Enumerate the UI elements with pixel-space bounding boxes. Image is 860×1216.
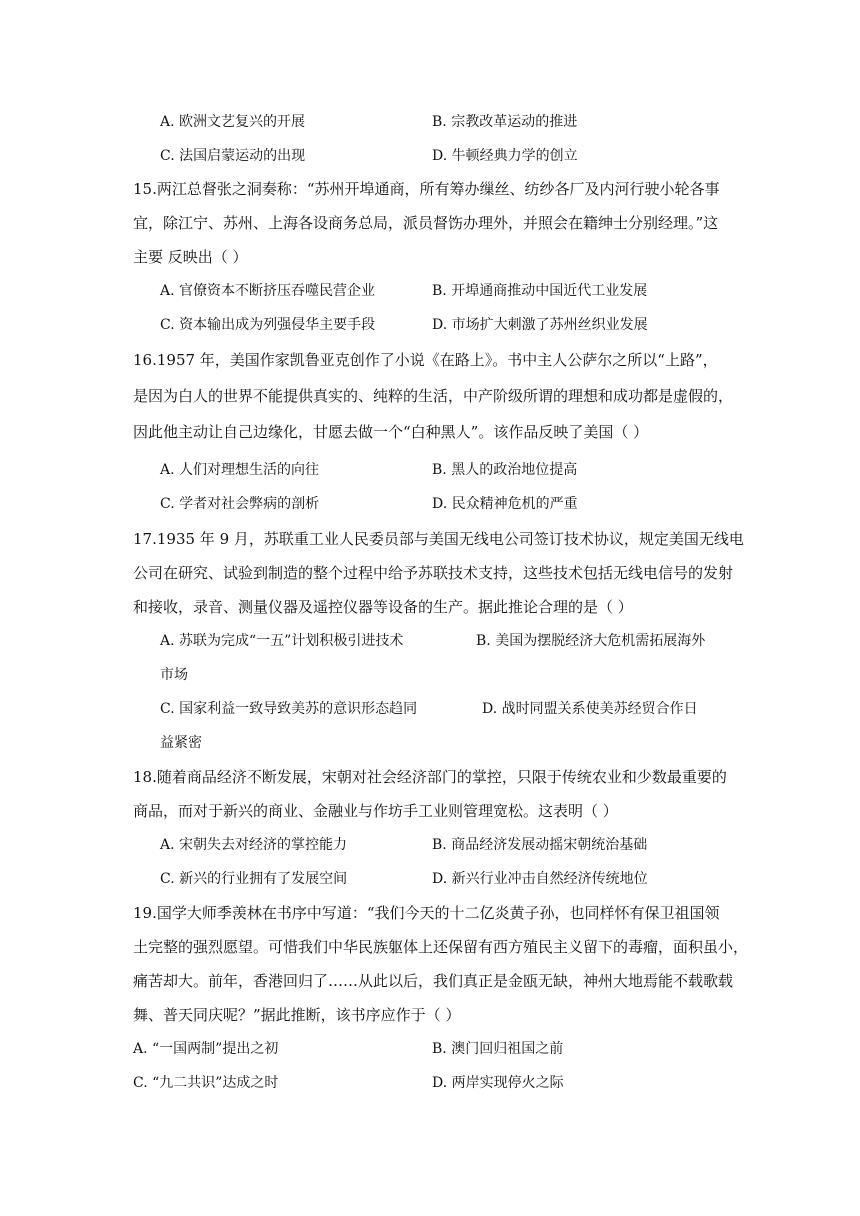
q19-stem-line-3: 痛苦却大。前年，香港回归了……从此以后，我们真正是金瓯无缺，神州大地焉能不载歌载 [133,972,734,990]
q19-option-c: C. “九二共识”达成之时 [133,1075,279,1091]
q16-option-c: C. 学者对社会弊病的剖析 [160,496,320,512]
q17-option-c: C. 国家利益一致导致美苏的意识形态趋同 [160,701,418,717]
q18-stem-line-2: 商品，而对于新兴的商业、金融业与作坊手工业则管理宽松。这表明（ ） [133,802,618,820]
q18-option-c: C. 新兴的行业拥有了发展空间 [160,871,348,887]
q19-option-b: B. 澳门回归祖国之前 [432,1041,564,1057]
q16-option-a: A. 人们对理想生活的向往 [160,462,320,478]
q15-option-a: A. 官僚资本不断挤压吞噬民营企业 [160,283,376,299]
q15-option-c: C. 资本输出成为列强侵华主要手段 [160,317,376,333]
q14-option-a: A. 欧洲文艺复兴的开展 [160,114,306,130]
q17-stem-line-1: 17.1935 年 9 月，苏联重工业人民委员部与美国无线电公司签订技术协议，规定美国无线电 [133,530,744,548]
q19-option-a: A. “一国两制”提出之初 [133,1041,279,1057]
q19-stem-line-1: 19.国学大师季羡林在书序中写道：“我们今天的十二亿炎黄子孙，也同样怀有保卫祖国领 [133,904,720,922]
q17-option-b: B. 美国为摆脱经济大危机需拓展海外 [476,633,706,649]
q14-option-d: D. 牛顿经典力学的创立 [432,148,578,164]
q16-stem-line-1: 16.1957 年，美国作家凯鲁亚克创作了小说《在路上》。书中主人公萨尔之所以“上路”， [133,351,718,369]
q17-option-a: A. 苏联为完成“一五”计划积极引进技术 [160,633,404,649]
q17-stem-line-2: 公司在研究、试验到制造的整个过程中给予苏联技术支持，这些技术包括无线电信号的发射 [133,564,734,582]
q14-option-c: C. 法国启蒙运动的出现 [160,148,306,164]
q19-option-d: D. 两岸实现停火之际 [432,1075,564,1091]
q14-option-b: B. 宗教改革运动的推进 [432,114,578,130]
q19-stem-line-4: 舞、普天同庆呢？”据此推断，该书序应作于（ ） [133,1006,461,1024]
q16-option-b: B. 黑人的政治地位提高 [432,462,578,478]
q16-option-d: D. 民众精神危机的严重 [432,496,578,512]
q16-stem-line-3: 因此他主动让自己边缘化，甘愿去做一个“白种黑人”。该作品反映了美国（ ） [133,423,649,441]
q18-option-d: D. 新兴行业冲击自然经济传统地位 [432,871,648,887]
q18-stem-line-1: 18.随着商品经济不断发展，宋朝对社会经济部门的掌控，只限于传统农业和少数最重要的 [133,768,727,786]
q15-option-b: B. 开埠通商推动中国近代工业发展 [432,283,648,299]
q19-stem-line-2: 土完整的强烈愿望。可惜我们中华民族躯体上还保留有西方殖民主义留下的毒瘤，面积虽小， [133,938,749,956]
q17-option-d: D. 战时同盟关系使美苏经贸合作日 [482,701,698,717]
q17-option-b-continued: 市场 [160,667,188,683]
q15-stem-line-3: 主要 反映出（ ） [133,248,248,266]
q17-option-d-continued: 益紧密 [160,735,202,751]
q15-stem-line-2: 宜，除江宁、苏州、上海各设商务总局，派员督饬办理外，并照会在籍绅士分别经理。”这 [133,214,719,232]
q15-option-d: D. 市场扩大刺激了苏州丝织业发展 [432,317,648,333]
q16-stem-line-2: 是因为白人的世界不能提供真实的、纯粹的生活，中产阶级所谓的理想和成功都是虚假的， [133,387,734,405]
q18-option-b: B. 商品经济发展动摇宋朝统治基础 [432,837,648,853]
q17-stem-line-3: 和接收，录音、测量仪器及遥控仪器等设备的生产。据此推论合理的是（ ） [133,598,633,616]
q15-stem-line-1: 15.两江总督张之洞奏称：“苏州开埠通商，所有筹办缫丝、纺纱各厂及内河行驶小轮各事 [133,180,720,198]
q18-option-a: A. 宋朝失去对经济的掌控能力 [160,837,348,853]
